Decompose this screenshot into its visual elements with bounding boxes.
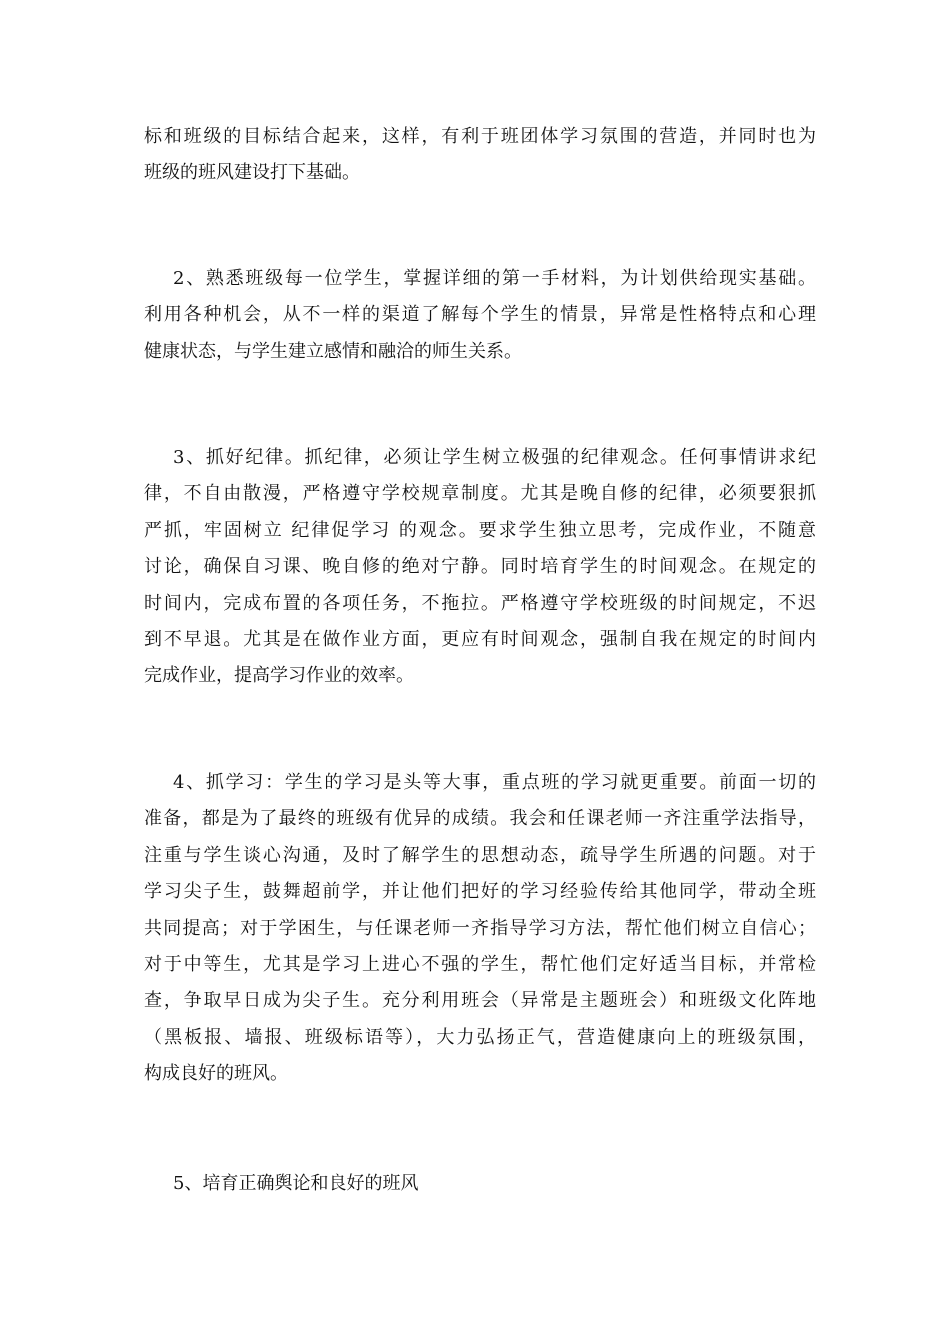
text-line: 利用各种机会，从不一样的渠道了解每个学生的情景，异常是性格特点和心理 bbox=[144, 304, 816, 326]
text-line: 到不早退。尤其是在做作业方面，更应有时间观念，强制自我在规定的时间内 bbox=[144, 628, 816, 650]
text-line: 4、抓学习：学生的学习是头等大事，重点班的学习就更重要。前面一切的 bbox=[173, 772, 816, 793]
text-line: 律，不自由散漫，严格遵守学校规章制度。尤其是晚自修的纪律，必须要狠抓 bbox=[144, 483, 816, 505]
text-line: 3、抓好纪律。抓纪律，必须让学生树立极强的纪律观念。任何事情讲求纪 bbox=[173, 447, 816, 468]
text-line: 健康状态，与学生建立感情和融洽的师生关系。 bbox=[144, 340, 522, 362]
text-line: 时间内，完成布置的各项任务，不拖拉。严格遵守学校班级的时间规定，不迟 bbox=[144, 592, 816, 614]
text-line: 准备，都是为了最终的班级有优异的成绩。我会和任课老师一齐注重学法指导， bbox=[144, 808, 816, 830]
text-line: 完成作业，提高学习作业的效率。 bbox=[144, 665, 414, 687]
text-line: 班级的班风建设打下基础。 bbox=[144, 162, 360, 184]
paragraph-item-3 bbox=[144, 440, 816, 695]
text-line: 标和班级的目标结合起来，这样，有利于班团体学习氛围的营造，并同时也为 bbox=[144, 126, 816, 147]
text-line: 讨论，确保自习课、晚自修的绝对宁静。同时培育学生的时间观念。在规定的 bbox=[144, 556, 816, 578]
text-line: （黑板报、墙报、班级标语等），大力弘扬正气，营造健康向上的班级氛围， bbox=[144, 1026, 816, 1048]
text-line: 2、熟悉班级每一位学生，掌握详细的第一手材料，为计划供给现实基础。 bbox=[173, 268, 816, 289]
text-line: 注重与学生谈心沟通，及时了解学生的思想动态，疏导学生所遇的问题。对于 bbox=[144, 844, 816, 866]
paragraph-item-5 bbox=[144, 1166, 816, 1202]
text-line: 对于中等生，尤其是学习上进心不强的学生，帮忙他们定好适当目标，并常检 bbox=[144, 953, 816, 975]
text-line: 5、培育正确舆论和良好的班风 bbox=[173, 1173, 419, 1194]
text-line: 学习尖子生，鼓舞超前学，并让他们把好的学习经验传给其他同学，带动全班 bbox=[144, 881, 816, 903]
text-line: 构成良好的班风。 bbox=[144, 1063, 288, 1085]
text-line: 共同提高；对于学困生，与任课老师一齐指导学习方法，帮忙他们树立自信心； bbox=[144, 917, 816, 939]
text-line: 查，争取早日成为尖子生。充分利用班会（异常是主题班会）和班级文化阵地 bbox=[144, 990, 816, 1012]
paragraph-item-4 bbox=[144, 765, 816, 1093]
text-line: 严抓，牢固树立 纪律促学习 的观念。要求学生独立思考，完成作业，不随意 bbox=[144, 519, 816, 541]
paragraph-1-continuation bbox=[144, 119, 816, 192]
paragraph-item-2 bbox=[144, 261, 816, 370]
